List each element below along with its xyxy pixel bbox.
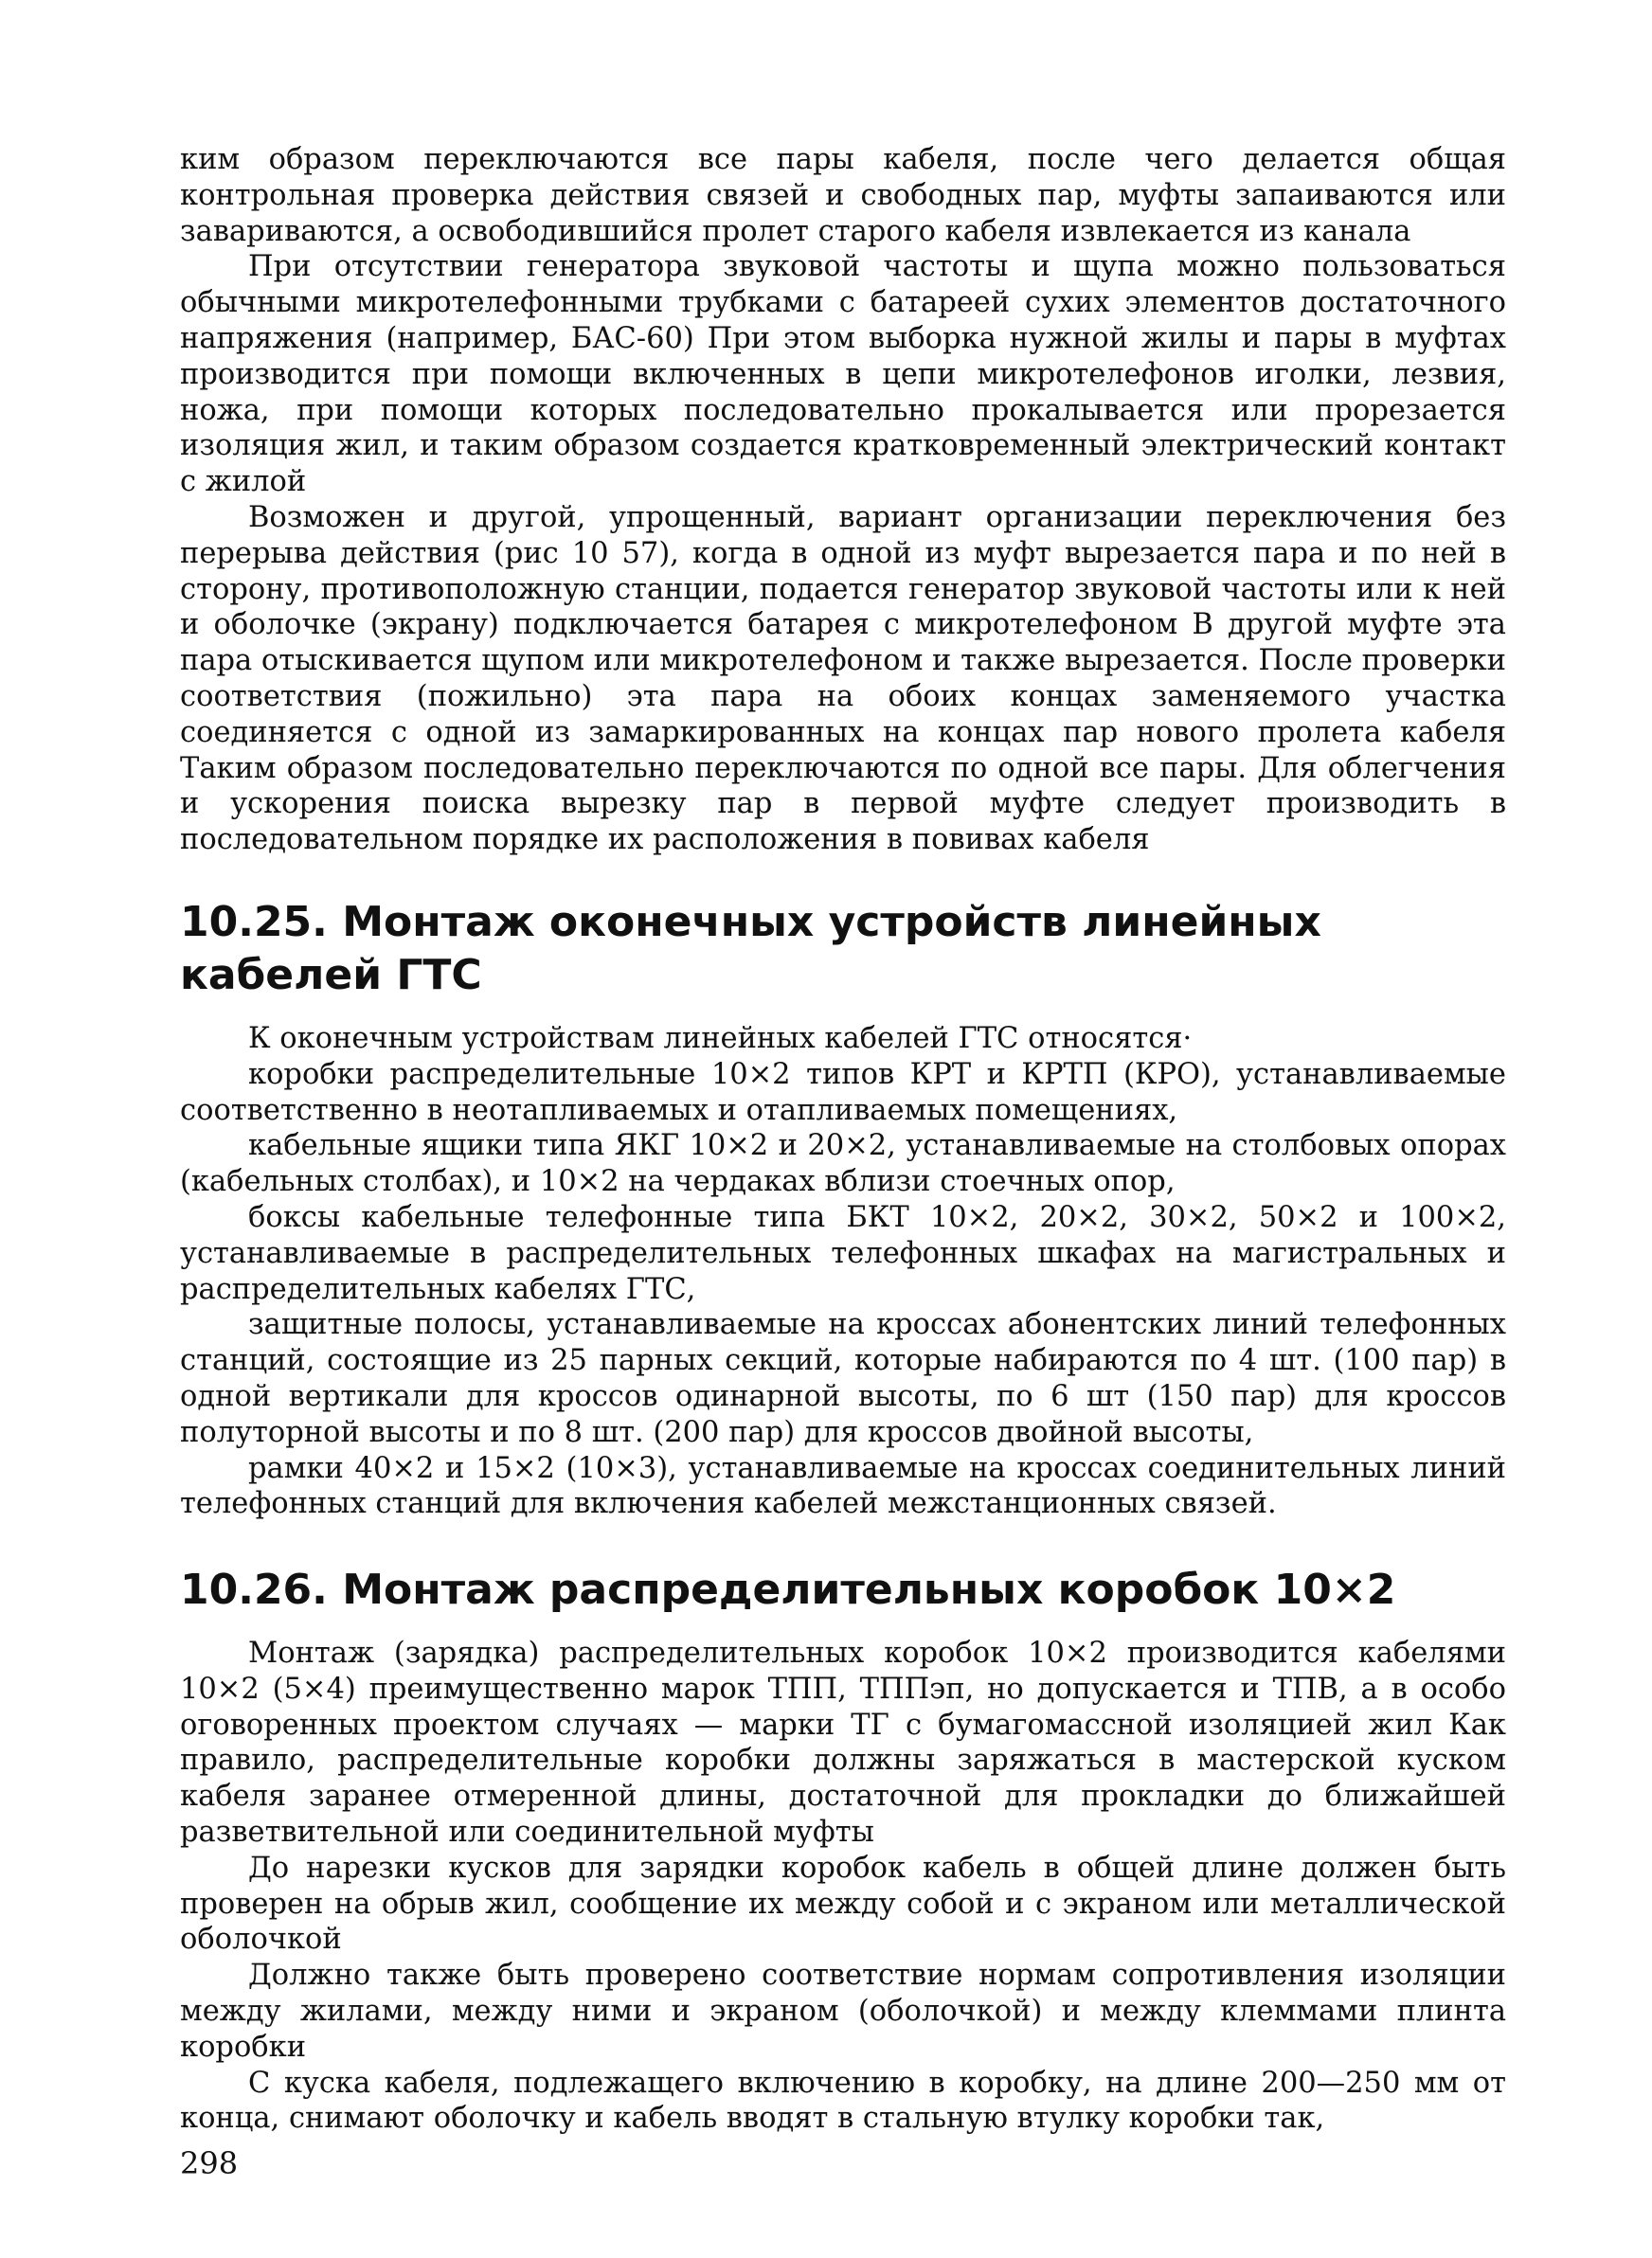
paragraph-terminal-devices-intro: К оконечным устройствам линейных кабелей ГТС относятся· [248,1021,1193,1055]
paragraph-continuation: ким образом переключаются все пары кабеля, после чего делается общая контрольная проверка действия связей и свободных пар, муфты запаиваются или завариваются, а освободившийся пролет старого кабеля извлекается из канала [180,143,1506,248]
list-item-cable-boxes: кабельные ящики типа ЯКГ 10×2 и 20×2, устанавливаемые на столбовых опорах (кабельных столбах), и 10×2 на чердаках вблизи стоечных опор, [180,1129,1506,1199]
list-item-protective-strips: защитные полосы, устанавливаемые на кроссах абонентских линий телефонных станций, состоящие из 25 парных секций, которые набираются по 4 шт. (100 пар) в одной вертикали для кроссов одинарной высоты, по 6 шт (150 пар) для кроссов полуторной высоты и по 8 шт. (200 пар) для кроссов двойной высоты, [180,1308,1506,1449]
section-heading-10-25: 10.25. Монтаж оконечных устройств линейных кабелей ГТС [180,897,1321,999]
paragraph-no-generator: При отсутствии генератора звуковой частоты и щупа можно пользоваться обычными микротелефонными трубками с батареей сухих элементов достаточного напряжения (например, БАС-60) При этом выборка нужной жилы и пары в муфтах производится при помощи включенных в цепи микротелефонов иголки, лезвия, ножа, при помощи которых последовательно прокалывается или прорезается изоляция жил, и таким образом создается кратковременный электрический контакт с жилой [180,250,1506,499]
page-number: 298 [180,2145,239,2181]
paragraph-insulation-check: Должно также быть проверено соответствие нормам сопротивления изоляции между жилами, между ними и экраном (оболочкой) и между клеммами плинта коробки [180,1959,1506,2064]
paragraph-box-mounting: Монтаж (зарядка) распределительных коробок 10×2 производится кабелями 10×2 (5×4) преимущественно марок ТПП, ТППэп, но допускается и ТПВ, а в особо оговоренных проектом случаях — марки ТГ с бумагомассной изоляцией жил Как правило, распределительные коробки должны заряжаться в мастерской куском кабеля заранее отмеренной длины, достаточной для прокладки до ближайшей разветвительной или соединительной муфты [180,1637,1506,1850]
list-item-cable-terminal-boxes: боксы кабельные телефонные типа БКТ 10×2, 20×2, 30×2, 50×2 и 100×2, устанавливаемые в распределительных телефонных шкафах на магистральных и распределительных кабелях ГТС, [180,1200,1506,1306]
section-heading-10-26: 10.26. Монтаж распределительных коробок 10×2 [180,1566,1396,1615]
list-item-distribution-boxes: коробки распределительные 10×2 типов КРТ и КРТП (КРО), устанавливаемые соответственно в неотапливаемых и отапливаемых помещениях, [180,1057,1506,1127]
paragraph-cable-insertion: С куска кабеля, подлежащего включению в коробку, на длине 200—250 мм от конца, снимают оболочку и кабель вводят в стальную втулку коробки так, [180,2066,1506,2136]
paragraph-simplified-variant: Возможен и другой, упрощенный, вариант организации переключения без перерыва действия (рис 10 57), когда в одной из муфт вырезается пара и по ней в сторону, противоположную станции, подается генератор звуковой частоты или к ней и оболочке (экрану) подключается батарея с микротелефоном В другой муфте эта пара отыскивается щупом или микротелефоном и также вырезается. После проверки соответствия (пожильно) эта пара на обоих концах заменяемого участка соединяется с одной из замаркированных на концах пар нового пролета кабеля Таким образом последовательно переключаются по одной все пары. Для облегчения и ускорения поиска вырезку пар в первой муфте следует производить в последовательном порядке их расположения в повивах кабеля [180,500,1506,857]
paragraph-cable-check: До нарезки кусков для зарядки коробок кабель в общей длине должен быть проверен на обрыв жил, сообщение их между собой и с экраном или металлической оболочкой [180,1851,1506,1957]
page-body [180,142,1506,2137]
list-item-frames: рамки 40×2 и 15×2 (10×3), устанавливаемые на кроссах соединительных линий телефонных станций для включения кабелей межстанционных связей. [180,1451,1506,1521]
